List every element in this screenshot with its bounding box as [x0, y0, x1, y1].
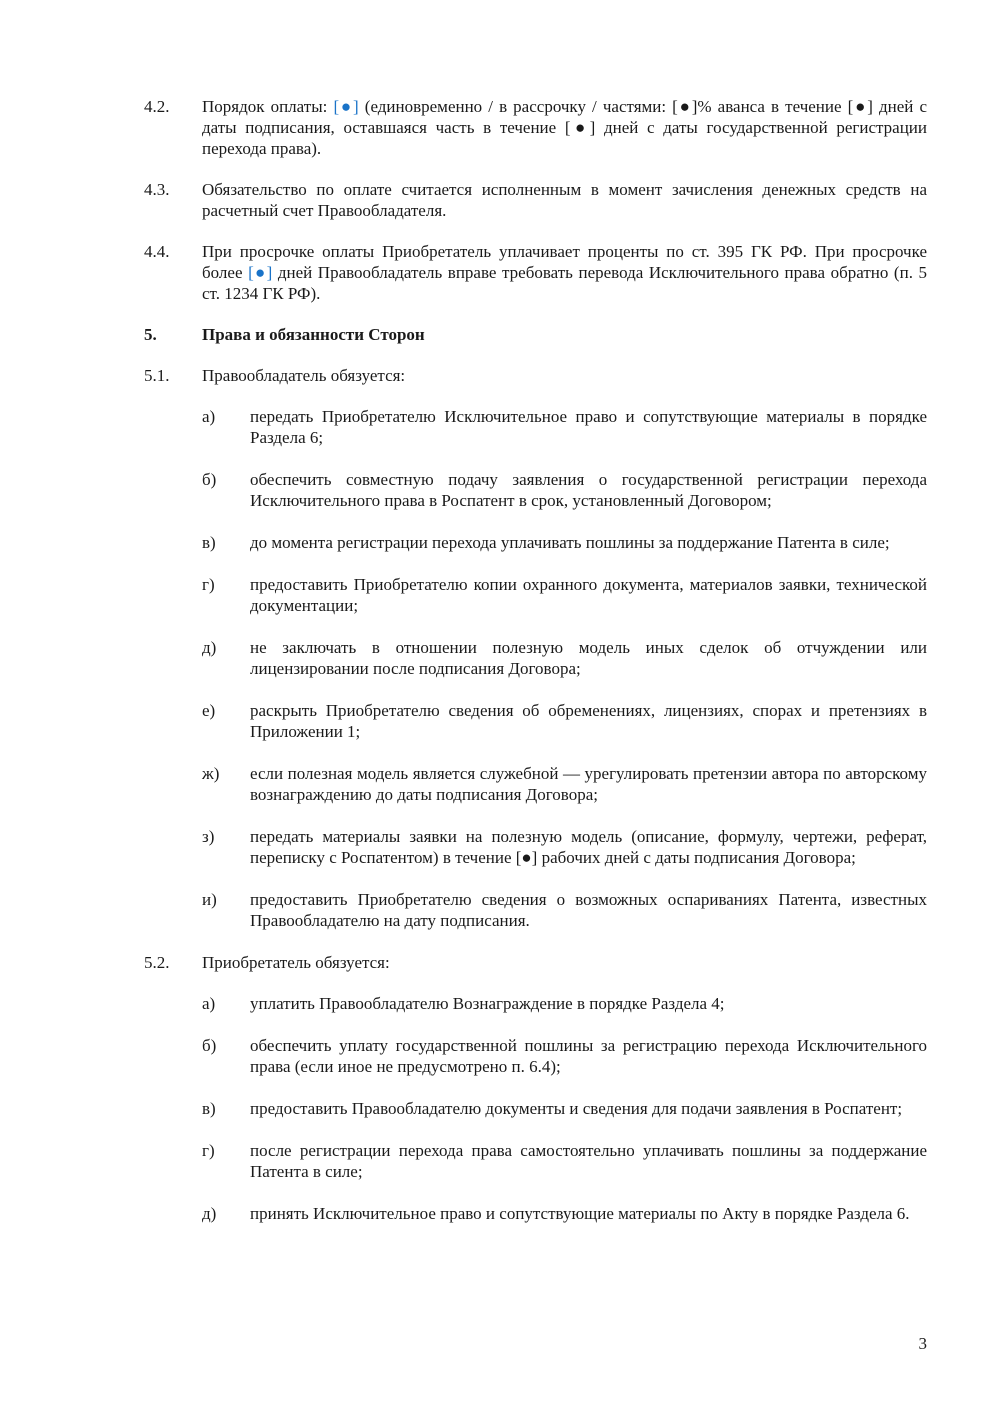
clause-number: 5.1.: [144, 366, 170, 385]
item-letter: б): [202, 1036, 217, 1055]
list-item: [202, 1035, 927, 1077]
clause-text: Обязательство по оплате считается исполненным в момент зачисления денежных средств на расчетный счет Правообладателя.: [202, 180, 927, 220]
list-item: [202, 1140, 927, 1182]
item-letter: б): [202, 470, 217, 489]
text-fragment: Порядок оплаты:: [202, 97, 334, 116]
clause-number: 4.2.: [144, 97, 170, 116]
list-item: [202, 532, 927, 553]
item-letter: д): [202, 1204, 217, 1223]
clause-number: 4.4.: [144, 242, 170, 261]
clause-text: [202, 96, 927, 159]
list-item: [202, 637, 927, 679]
item-letter: д): [202, 638, 217, 657]
text-fragment: (единовременно / в рассрочку / частями: [●]% аванса в течение [●] дней с даты подписания, оставшаяся часть в течение [●] дней с даты государственной регистрации перехода права).: [202, 97, 927, 158]
page-number: 3: [918, 1334, 927, 1353]
item-text: передать Приобретателю Исключительное право и сопутствующие материалы в порядке Раздела 6;: [250, 407, 927, 447]
section-heading: [144, 324, 927, 345]
list-item: [202, 826, 927, 868]
placeholder-marker: [●]: [248, 263, 273, 282]
placeholder-marker: [●]: [333, 97, 359, 116]
item-text: если полезная модель является служебной — урегулировать претензии автора по авторскому вознаграждению до даты подписания Договора;: [250, 764, 927, 804]
list-item: [202, 763, 927, 805]
item-letter: а): [202, 407, 216, 426]
section-number: 5.: [144, 325, 157, 344]
item-letter: г): [202, 1141, 215, 1160]
text-fragment: дней Правообладатель вправе требовать перевода Исключительного права обратно (п. 5 ст. 1234 ГК РФ).: [202, 263, 927, 303]
item-text: до момента регистрации перехода уплачивать пошлины за поддержание Патента в силе;: [250, 533, 890, 552]
item-text: после регистрации перехода права самостоятельно уплачивать пошлины за поддержание Патента в силе;: [250, 1141, 927, 1181]
list-item: [202, 574, 927, 616]
item-text: передать материалы заявки на полезную модель (описание, формулу, чертежи, реферат, переписку с Роспатентом) в течение [●] рабочих дней с даты подписания Договора;: [250, 827, 927, 867]
item-letter: г): [202, 575, 215, 594]
item-text: предоставить Правообладателю документы и сведения для подачи заявления в Роспатент;: [250, 1099, 903, 1118]
clause-number: 5.2.: [144, 953, 170, 972]
item-text: уплатить Правообладателю Вознаграждение в порядке Раздела 4;: [250, 994, 725, 1013]
list-item: [202, 469, 927, 511]
item-letter: в): [202, 533, 216, 552]
clause-5-2: [144, 952, 927, 973]
list-item: [202, 1203, 927, 1224]
clause-4-3: [144, 179, 927, 221]
item-letter: в): [202, 1099, 216, 1118]
list-item: [202, 993, 927, 1014]
clause-text: [202, 241, 927, 304]
item-text: обеспечить уплату государственной пошлины за регистрацию перехода Исключительного права (если иное не предусмотрено п. 6.4);: [250, 1036, 927, 1076]
item-text: раскрыть Приобретателю сведения об обременениях, лицензиях, спорах и претензиях в Приложении 1;: [250, 701, 927, 741]
list-item: [202, 1098, 927, 1119]
page-content: [144, 96, 927, 1245]
clause-4-2: [144, 96, 927, 159]
item-text: не заключать в отношении полезную модель иных сделок об отчуждении или лицензировании после подписания Договора;: [250, 638, 927, 678]
item-letter: ж): [202, 764, 220, 783]
clause-number: 4.3.: [144, 180, 170, 199]
item-letter: а): [202, 994, 216, 1013]
section-title: Права и обязанности Сторон: [202, 325, 425, 344]
item-text: предоставить Приобретателю сведения о возможных оспариваниях Патента, известных Правообладателю на дату подписания.: [250, 890, 927, 930]
item-letter: е): [202, 701, 216, 720]
item-text: принять Исключительное право и сопутствующие материалы по Акту в порядке Раздела 6.: [250, 1204, 910, 1223]
clause-text: Приобретатель обязуется:: [202, 953, 390, 972]
clause-text: Правообладатель обязуется:: [202, 366, 406, 385]
clause-5-1: [144, 365, 927, 386]
list-item: [202, 889, 927, 931]
list-item: [202, 700, 927, 742]
item-letter: з): [202, 827, 215, 846]
clause-4-4: [144, 241, 927, 304]
list-item: [202, 406, 927, 448]
item-text: предоставить Приобретателю копии охранного документа, материалов заявки, технической документации;: [250, 575, 927, 615]
item-text: обеспечить совместную подачу заявления о государственной регистрации перехода Исключительного права в Роспатент в срок, установленный Договором;: [250, 470, 927, 510]
item-letter: и): [202, 890, 217, 909]
text-fragment: При просрочке оплаты Приобретатель уплачивает проценты по ст. 395 ГК РФ. При просрочке более: [202, 242, 927, 282]
